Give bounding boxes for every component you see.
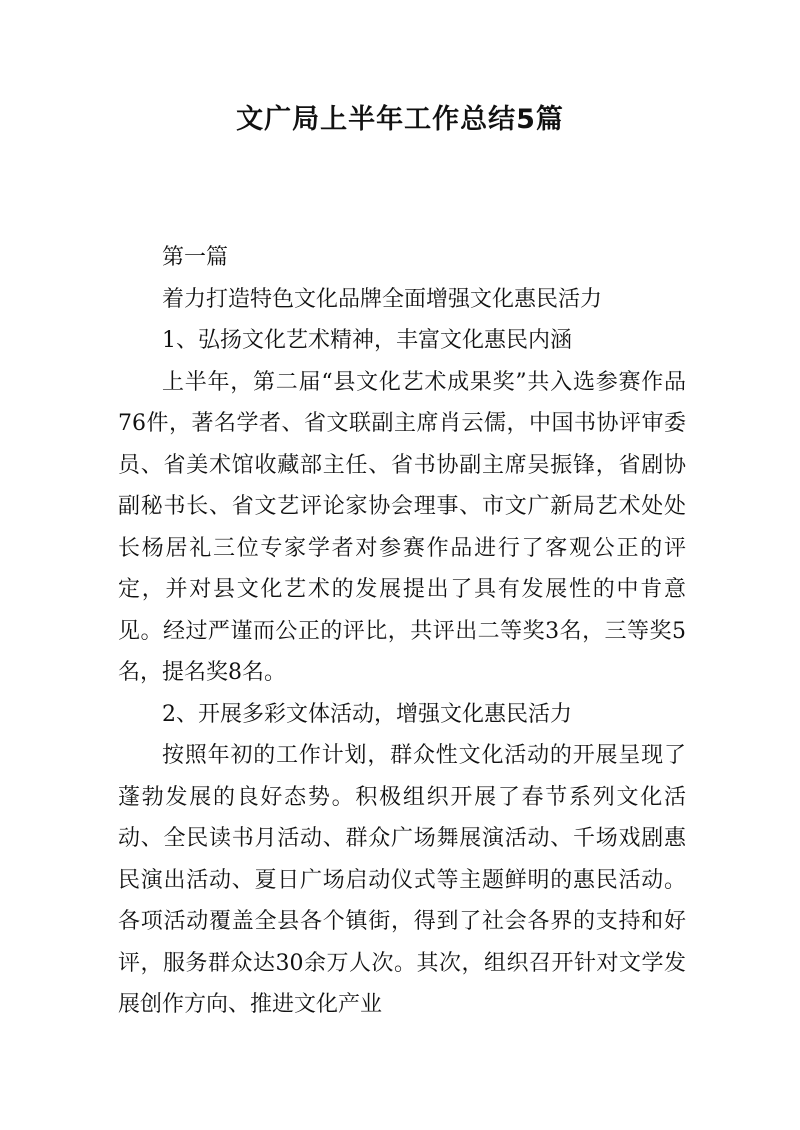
section-heading: 第一篇 — [162, 245, 229, 270]
body-paragraph-1: 上半年，第二届“县文化艺术成果奖”共入选参赛作品76件，著名学者、省文联副主席肖云儒，中国书协评审委员、省美术馆收藏部主任、省书协副主席吴振锋，省剧协副秘书长、省文艺评论家协会理事、市文广新局艺术处处长杨居礼三位专家学者对参赛作品进行了客观公正的评定，并对县文化艺术的发展提出了具有发展性的中肯意见。经过严谨而公正的评比，共评出二等奖3名，三等奖5名，提名奖8名。 — [118, 369, 686, 685]
body-paragraph-2: 按照年初的工作计划，群众性文化活动的开展呈现了蓬勃发展的良好态势。积极组织开展了春节系列文化活动、全民读书月活动、群众广场舞展演活动、千场戏剧惠民演出活动、夏日广场启动仪式等主题鲜明的惠民活动。各项活动覆盖全县各个镇街，得到了社会各界的支持和好评，服务群众达30余万人次。其次，组织召开针对文学发展创作方向、推进文化产业 — [118, 743, 686, 1017]
article-heading: 着力打造特色文化品牌全面增强文化惠民活力 — [162, 286, 603, 312]
document-body — [118, 237, 686, 1026]
subheading-1: 1、弘扬文化艺术精神，丰富文化惠民内涵 — [162, 328, 572, 353]
subheading-2: 2、开展多彩文体活动，增强文化惠民活力 — [162, 701, 572, 727]
document-title: 文广局上半年工作总结5篇 — [236, 104, 564, 135]
